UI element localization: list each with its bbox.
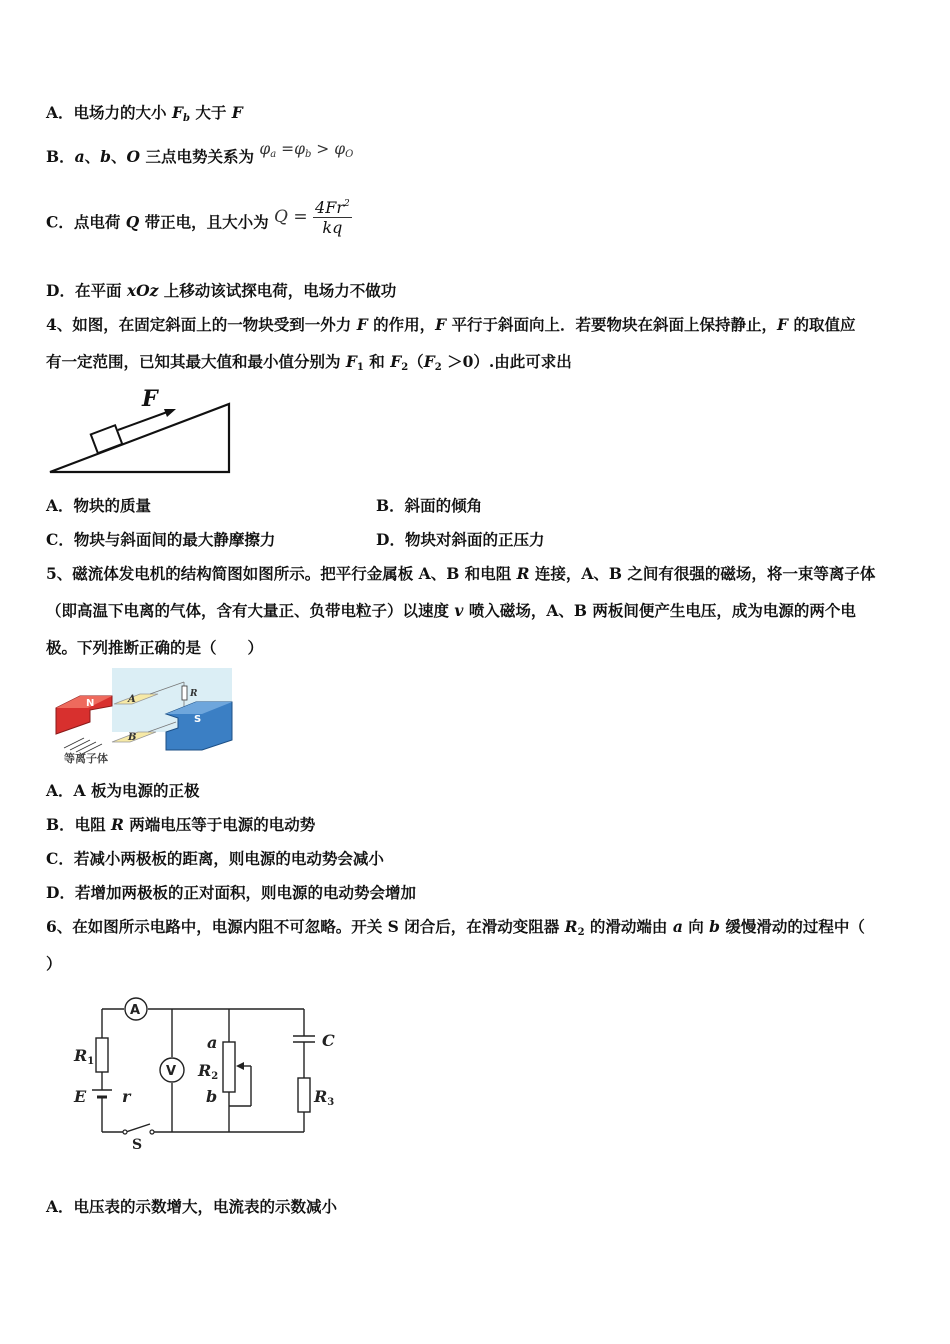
q3-option-b-sep2: 、 (111, 147, 127, 166)
q4-stem-1d: 的取值应 (788, 315, 856, 334)
q4-stem-1a: 4、如图，在固定斜面上的一物块受到一外力 (46, 315, 357, 334)
switch-contact-right (150, 1130, 154, 1134)
q5-stem-1b: 连接，A、B 之间有很强的磁场，将一束等离子体 (529, 564, 876, 583)
q3-option-b-formula (259, 140, 353, 158)
q4-f2-cond: F (423, 352, 435, 371)
q4-f-3: F (777, 315, 789, 334)
q3-option-a-var2: F (231, 103, 243, 122)
q4-option-c: C．物块与斜面间的最大静摩擦力 (46, 530, 276, 549)
q5-v: v (454, 601, 464, 620)
q3-option-c-prefix: C．点电荷 (46, 212, 126, 232)
q6-stem-line2: ） (46, 954, 62, 973)
q6-option-a: A．电压表的示数增大，电流表的示数减小 (46, 1197, 338, 1216)
q3-option-b-sep1: 、 (84, 147, 101, 166)
q4-f2-sub: 2 (401, 362, 409, 373)
resistor-r (182, 686, 187, 700)
phi-o: φ (334, 140, 346, 158)
capacitor-label: C (322, 1031, 335, 1050)
q3-option-c-lhs: Q = (274, 206, 308, 227)
phi-a: φ (259, 140, 271, 158)
plasma-label: 等离子体 (64, 752, 108, 764)
q4-f2: F (390, 352, 402, 371)
q3-option-d-plane: xOz (126, 281, 159, 300)
block-rect (91, 425, 122, 453)
q3-option-d-prefix: D．在平面 (46, 281, 127, 300)
q6-b: b (709, 917, 721, 936)
n-label: N (86, 698, 95, 709)
q4-stem-2a: 有一定范围，已知其最大值和最小值分别为 (46, 352, 346, 371)
eq-sign: = (276, 140, 295, 158)
q5-option-d: D．若增加两极板的正对面积，则电源的电动势会增加 (46, 883, 416, 902)
q6-stem-1c: 向 (682, 917, 710, 936)
plate-a-label: A (128, 694, 136, 705)
phi-b-sub: b (304, 149, 312, 160)
block (91, 425, 122, 453)
resistor-r1 (96, 1038, 108, 1072)
mhd-generator-figure (50, 668, 234, 764)
q5-option-b-a: B．电阻 (46, 815, 111, 834)
q5-r: R (516, 564, 530, 583)
fraction-denominator: kq (322, 218, 343, 237)
ammeter-label: A (130, 1003, 141, 1018)
q3-option-d-text: 上移动该试探电荷，电场力不做功 (158, 281, 397, 300)
q3-option-a-mid: 大于 (189, 103, 232, 122)
emf-label: E (74, 1087, 87, 1106)
q3-option-b-b: b (100, 147, 112, 166)
q6-stem-1b: 的滑动端由 (584, 917, 673, 936)
q3-option-d (46, 279, 396, 301)
q6-r2: R (564, 917, 578, 936)
numerator-exp: 2 (343, 199, 350, 209)
q3-option-a-sub: b (182, 113, 190, 124)
q4-option-b: B．斜面的倾角 (376, 496, 483, 515)
q3-option-a-var: F (171, 103, 183, 122)
q4-paren-open: （ (408, 352, 424, 371)
q4-f1: F (345, 352, 357, 371)
q4-cond: ＞0） (441, 352, 489, 371)
q4-option-a: A．物块的质量 (46, 496, 152, 515)
q3-option-a-prefix: A．电场力的大小 (46, 103, 172, 122)
force-arrow-shaft (118, 411, 170, 430)
r2-a-label: a (207, 1033, 218, 1052)
incline-figure (46, 384, 236, 476)
q5-stem-line1 (46, 562, 875, 584)
force-arrow-head (164, 409, 176, 417)
q3-option-c-fraction (313, 198, 352, 237)
q6-stem-1d: 缓慢滑动的过程中（ (720, 917, 865, 936)
gt-sign: > (311, 140, 335, 158)
q5-option-a: A．A 板为电源的正极 (46, 781, 200, 800)
q5-stem-line3: 极。下列推断正确的是（ ） (46, 638, 264, 657)
phi-a-sub: a (270, 149, 277, 160)
force-label: F (142, 386, 158, 412)
resistor-label: R (190, 689, 198, 699)
phi-o-sub: O (345, 149, 354, 160)
q3-option-b-prefix: B． (46, 147, 75, 166)
internal-resistance-label: r (122, 1087, 131, 1106)
slider-arrow-icon (236, 1062, 244, 1070)
q5-option-b (46, 813, 315, 835)
q5-option-c: C．若减小两极板的距离，则电源的电动势会减小 (46, 849, 384, 868)
q3-option-c-text: 带正电，且大小为 (139, 212, 275, 232)
q5-option-b-r: R (111, 815, 124, 834)
q4-stem-line1 (46, 313, 855, 335)
q5-stem-1a: 5、磁流体发电机的结构简图如图所示。把平行金属板 A、B 和电阻 (46, 564, 517, 583)
numerator-text: 4Fr (315, 198, 344, 217)
q5-stem-line2 (46, 599, 856, 621)
switch-label: S (132, 1137, 143, 1153)
q3-option-b-text: 三点电势关系为 (140, 147, 260, 166)
circuit-figure (66, 994, 356, 1156)
q4-stem-1c: 平行于斜面向上．若要物块在斜面上保持静止， (446, 315, 778, 334)
q5-option-b-b: 两端电压等于电源的电动势 (123, 815, 316, 834)
q5-stem-2a: （即高温下电离的气体，含有大量正、负带电粒子）以速度 (46, 601, 455, 620)
q4-stem-1b: 的作用， (367, 315, 436, 334)
q4-f1-sub: 1 (356, 362, 364, 373)
voltmeter-label: V (166, 1064, 177, 1079)
r2-label: R2 (198, 1061, 219, 1082)
q4-f2-cond-sub: 2 (434, 362, 442, 373)
s-label: S (194, 714, 202, 725)
q5-stem-2b: 喷入磁场，A、B 两板间便产生电压，成为电源的两个电 (463, 601, 856, 620)
q3-option-c (46, 198, 352, 243)
q4-and: 和 (363, 352, 391, 371)
q4-stem-2b: .由此可求出 (488, 352, 572, 371)
resistor-r3 (298, 1078, 310, 1112)
switch-contact-left (123, 1130, 127, 1134)
q6-a: a (672, 917, 683, 936)
q4-option-d: D．物块对斜面的正压力 (376, 530, 545, 549)
phi-b: φ (294, 140, 305, 158)
r1-label: R1 (74, 1046, 95, 1067)
fraction-numerator (313, 198, 352, 218)
q6-stem-1a: 6、在如图所示电路中，电源内阻不可忽略。开关 S 闭合后，在滑动变阻器 (46, 917, 565, 936)
q3-option-b-a: a (74, 147, 85, 166)
q6-r2-sub: 2 (577, 927, 585, 938)
q6-stem-line1 (46, 915, 865, 938)
rheostat-r2 (223, 1042, 235, 1092)
q4-stem-line2 (46, 350, 572, 373)
q4-f-1: F (356, 315, 368, 334)
q3-option-c-q: Q (125, 212, 140, 232)
q4-f-2: F (435, 315, 447, 334)
q3-option-b-o: O (126, 147, 141, 166)
plate-b-label: B (128, 732, 137, 743)
incline-triangle (50, 404, 229, 472)
r2-b-label: b (206, 1087, 218, 1106)
q3-option-a (46, 101, 243, 124)
q3-option-b (46, 140, 354, 168)
r3-label: R3 (314, 1087, 335, 1108)
